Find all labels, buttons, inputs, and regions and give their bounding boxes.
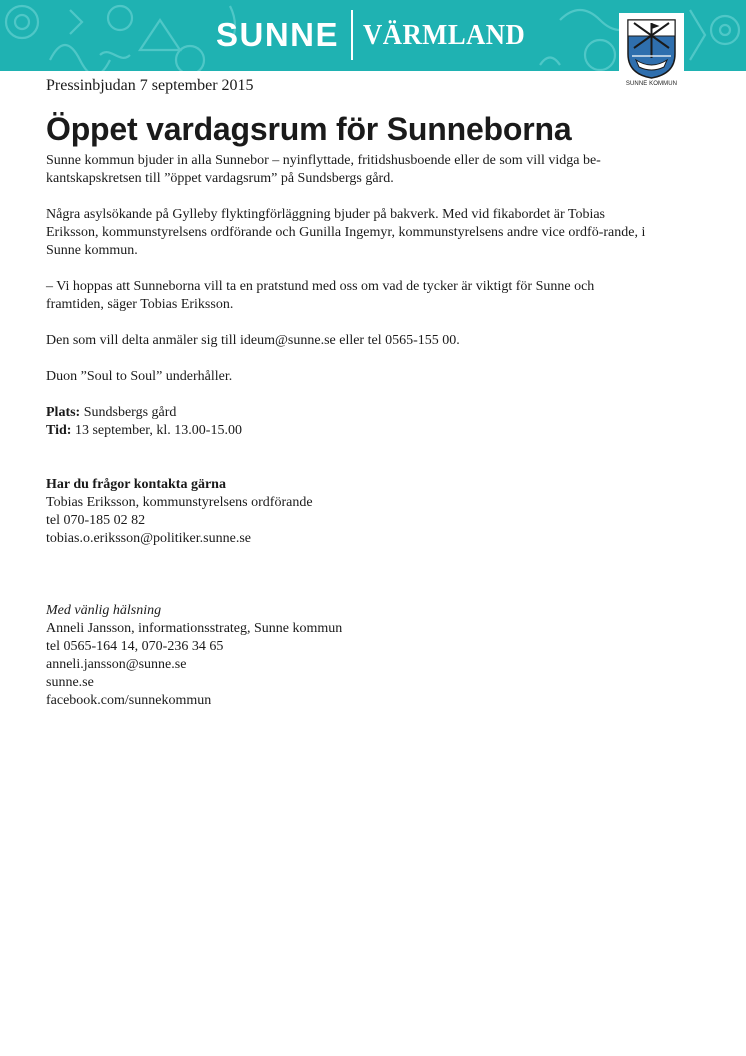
paragraph: – Vi hoppas att Sunneborna vill ta en pratstund med oss om vad de tycker är viktigt för Sunne och framtiden, säger Tobias Eriksson. xyxy=(46,279,595,312)
place-label: Plats: xyxy=(46,405,81,420)
paragraph: Den som vill delta anmäler sig till ideum@sunne.se eller tel 0565-155 00. xyxy=(46,333,460,348)
paragraph: Sunne kommun bjuder in alla Sunnebor – nyinflyttade, fritidshusboende eller de som vill vidga be-kantskapskretsen till ”öppet vardagsrum” på Sundsbergs gård. xyxy=(46,153,601,186)
contact-email[interactable]: tobias.o.eriksson@politiker.sunne.se xyxy=(46,531,251,546)
contact-name: Tobias Eriksson, kommunstyrelsens ordförande xyxy=(46,495,313,510)
time-label: Tid: xyxy=(46,423,72,438)
contact-phone: tel 070-185 02 82 xyxy=(46,513,146,528)
press-release-body xyxy=(46,76,646,710)
contact-block xyxy=(46,476,646,548)
signoff-name: Anneli Jansson, informationsstrateg, Sunne kommun xyxy=(46,621,343,636)
event-place xyxy=(46,404,646,422)
spacer xyxy=(46,440,646,476)
page-title: Öppet vardagsrum för Sunneborna xyxy=(46,111,572,147)
signoff-phone: tel 0565-164 14, 070-236 34 65 xyxy=(46,639,224,654)
brand-divider xyxy=(351,10,353,60)
signoff-block xyxy=(46,602,646,710)
time-value: 13 september, kl. 13.00-15.00 xyxy=(74,423,242,438)
signoff-facebook[interactable]: facebook.com/sunnekommun xyxy=(46,693,212,708)
crest-caption: SUNNE KOMMUN xyxy=(625,81,678,87)
event-time xyxy=(46,422,646,440)
brand-varmland: VÄRMLAND xyxy=(363,18,526,51)
signoff-email[interactable]: anneli.jansson@sunne.se xyxy=(46,657,187,672)
signoff-greeting: Med vänlig hälsning xyxy=(46,603,162,618)
brand-sunne: SUNNE xyxy=(216,16,340,53)
paragraph: Duon ”Soul to Soul” underhåller. xyxy=(46,369,233,384)
brand-logo xyxy=(216,10,539,60)
coat-of-arms-icon xyxy=(626,18,677,80)
spacer xyxy=(46,548,646,602)
dateline: Pressinbjudan 7 september 2015 xyxy=(46,77,254,94)
signoff-website[interactable]: sunne.se xyxy=(46,675,94,690)
contact-heading: Har du frågor kontakta gärna xyxy=(46,477,226,492)
paragraph: Några asylsökande på Gylleby flyktingförläggning bjuder på bakverk. Med vid fikabordet är Tobias Eriksson, kommunstyrelsens ordförande och Gunilla Ingemyr, kommunstyrelsens andre vice ordfö-rande, i Sunne kommun. xyxy=(46,207,646,258)
place-value: Sundsbergs gård xyxy=(83,405,177,420)
